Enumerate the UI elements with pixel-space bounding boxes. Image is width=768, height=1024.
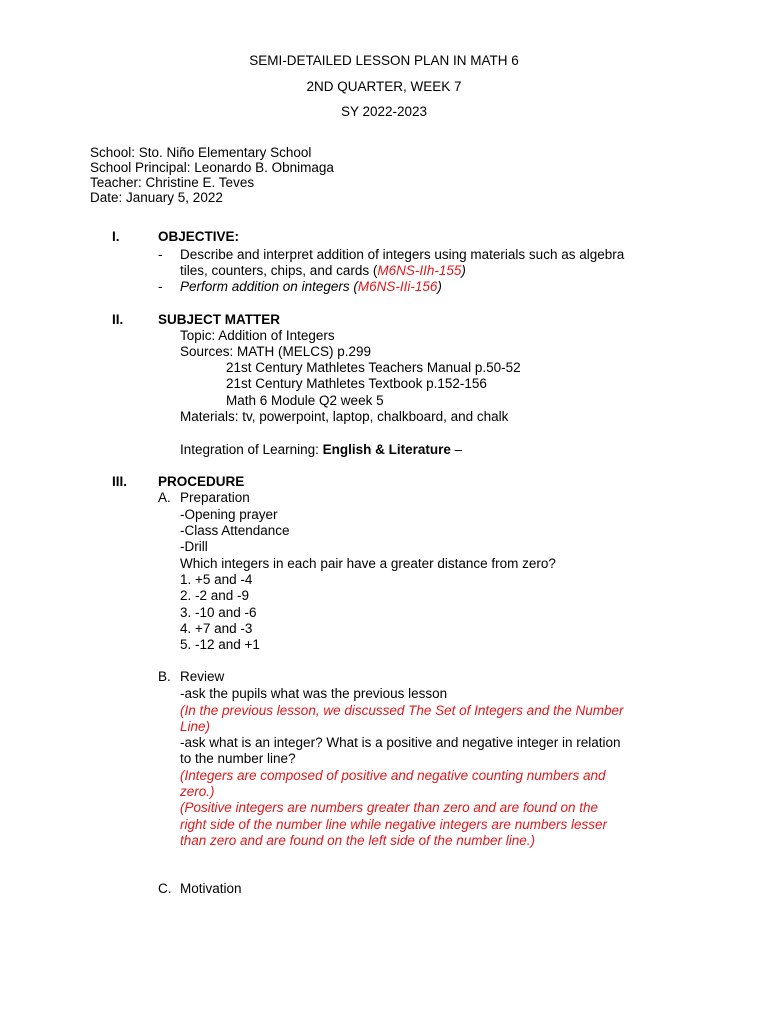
- objective-bullet-1-dash: -: [158, 247, 163, 262]
- objective-bullet-1-line-2: tiles, counters, chips, and cards (M6NS-IIh-155): [180, 263, 466, 278]
- drill-item: 2. -2 and -9: [180, 588, 250, 603]
- school-principal: School Principal: Leonardo B. Obnimaga: [90, 160, 334, 175]
- materials: Materials: tv, powerpoint, laptop, chalkboard, and chalk: [180, 409, 509, 424]
- list-item: -Drill: [180, 539, 208, 554]
- step-a-title: Preparation: [180, 490, 250, 505]
- objective-bullet-2-dash: -: [158, 279, 163, 294]
- step-a-label: A.: [158, 490, 171, 505]
- step-c-label: C.: [158, 881, 172, 896]
- drill-item: 3. -10 and -6: [180, 605, 257, 620]
- review-answer-1: Line): [180, 719, 211, 734]
- review-answer-3: (Positive integers are numbers greater than zero and are found on the: [180, 800, 598, 815]
- school-name: School: Sto. Niño Elementary School: [90, 145, 312, 160]
- review-answer-1: (In the previous lesson, we discussed The Set of Integers and the Number: [180, 703, 624, 718]
- procedure-numeral: III.: [112, 474, 128, 489]
- source-item: 21st Century Mathletes Teachers Manual p.50-52: [226, 360, 521, 375]
- quarter-week: 2ND QUARTER, WEEK 7: [306, 79, 462, 94]
- integration-of-learning: Integration of Learning: English & Literature –: [180, 442, 463, 457]
- sources: Sources: MATH (MELCS) p.299: [180, 344, 372, 359]
- objective-heading: OBJECTIVE:: [158, 229, 240, 244]
- topic: Topic: Addition of Integers: [180, 328, 335, 343]
- source-item: 21st Century Mathletes Textbook p.152-156: [226, 376, 487, 391]
- source-item: Math 6 Module Q2 week 5: [226, 393, 384, 408]
- subject-matter-heading: SUBJECT MATTER: [158, 312, 281, 327]
- list-item: -Class Attendance: [180, 523, 290, 538]
- competency-code-2: M6NS-IIi-156: [357, 279, 438, 294]
- objective-numeral: I.: [112, 229, 120, 244]
- drill-item: 5. -12 and +1: [180, 637, 260, 652]
- drill-item: 4. +7 and -3: [180, 621, 253, 636]
- lesson-date: Date: January 5, 2022: [90, 190, 223, 205]
- drill-item: 1. +5 and -4: [180, 572, 253, 587]
- review-answer-2: (Integers are composed of positive and negative counting numbers and: [180, 768, 606, 783]
- review-answer-3: right side of the number line while negative integers are numbers lesser: [180, 817, 607, 832]
- objective-bullet-1-line-1: Describe and interpret addition of integers using materials such as algebra: [180, 247, 625, 262]
- document-title: SEMI-DETAILED LESSON PLAN IN MATH 6: [249, 53, 519, 68]
- procedure-heading: PROCEDURE: [158, 474, 245, 489]
- step-b-title: Review: [180, 669, 225, 684]
- review-question: -ask what is an integer? What is a positive and negative integer in relation: [180, 735, 621, 750]
- competency-code-1: M6NS-IIh-155: [377, 263, 462, 278]
- drill-question: Which integers in each pair have a greater distance from zero?: [180, 556, 556, 571]
- step-b-label: B.: [158, 669, 171, 684]
- review-answer-2: zero.): [180, 784, 215, 799]
- subject-matter-numeral: II.: [112, 312, 124, 327]
- objective-bullet-2: Perform addition on integers (M6NS-IIi-156): [180, 279, 442, 294]
- review-question: to the number line?: [180, 751, 296, 766]
- teacher-name: Teacher: Christine E. Teves: [90, 175, 255, 190]
- review-answer-3: than zero and are found on the left side of the number line.): [180, 833, 535, 848]
- step-c-title: Motivation: [180, 881, 242, 896]
- review-instruction: -ask the pupils what was the previous lesson: [180, 686, 448, 701]
- school-year: SY 2022-2023: [340, 104, 428, 119]
- list-item: -Opening prayer: [180, 507, 278, 522]
